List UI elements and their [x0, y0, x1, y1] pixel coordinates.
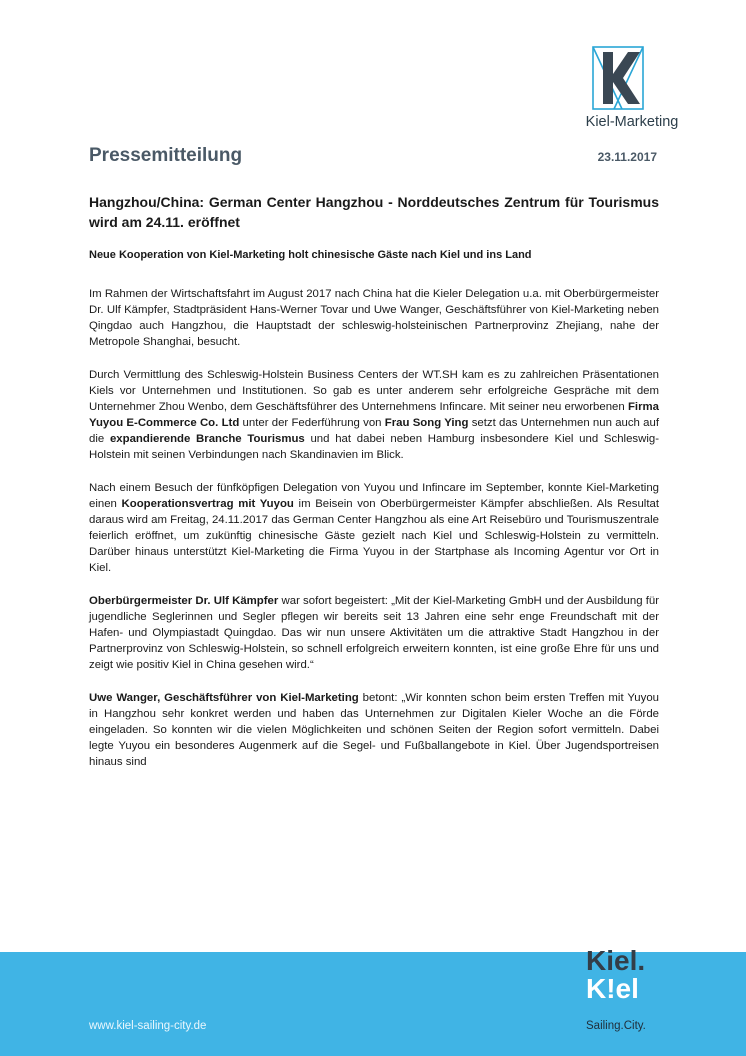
- industry-highlight: expandierende Branche Tourismus: [109, 433, 305, 445]
- footer-website-link[interactable]: www.kiel-sailing-city.de: [89, 1020, 207, 1032]
- logo-word-top: Kiel.: [586, 945, 646, 976]
- paragraph-3: [89, 480, 659, 576]
- headline: Hangzhou/China: German Center Hangzhou - Norddeutsches Zentrum für Tourismus wird am 24.11. eröffnet: [89, 194, 659, 230]
- kiel-marketing-k-icon: [592, 46, 672, 110]
- logo-brand-text: Kiel-Marketing: [585, 114, 679, 130]
- article-body: [89, 286, 659, 787]
- paragraph-4-quote: war sofort begeistert: „Mit der Kiel-Marketing GmbH und der Ausbildung für jugendliche Seglerinnen und Segler pflegen wir bereits seit 13 Jahren eine sehr enge Freundschaft mit der Hafen- und Olympiastadt Quingdao. Das wir nun unsere Aktivitäten um die attraktive Stadt Hangzhou in der Partnerprovinz von Schleswig-Holstein, so schnell erfolgreich erweitern konnten, ist eine große Ehre für uns und zeigt wie positiv Kiel in China gesehen wird.“: [89, 595, 659, 671]
- document-header: [89, 145, 657, 171]
- page-title: Pressemitteilung: [89, 145, 243, 166]
- company-name: Firma Yuyou E-Commerce Co. Ltd: [89, 401, 659, 429]
- paragraph-1: Im Rahmen der Wirtschaftsfahrt im August 2017 nach China hat die Kieler Delegation u.a. mit Oberbürgermeister Dr. Ulf Kämpfer, Stadtpräsident Hans-Werner Tovar und Uwe Wanger, Geschäftsführer von Kiel-Marketing neben Qingdao auch Hangzhou, die Hauptstadt der schleswig-holsteinischen Partnerprovinz Zhejiang, nahe der Metropole Shanghai, besucht.: [89, 288, 659, 348]
- paragraph-4: [89, 593, 659, 673]
- person-name: Frau Song Ying: [384, 417, 469, 429]
- paragraph-2: [89, 367, 659, 463]
- paragraph-2-text-a: Durch Vermittlung des Schleswig-Holstein Business Centers der WT.SH kam es zu zahlreichen Präsentationen Kiels vor Unternehmen und Institutionen. So gab es unter anderem sehr erfolgreiche Gespräche mit dem Unternehmer Zhou Wenbo, dem Geschäftsführer des Unternehmens Infincare. Mit seiner neu erworbenen: [89, 369, 659, 413]
- paragraph-5: [89, 690, 659, 770]
- kiel-marketing-logo: [578, 46, 686, 138]
- paragraph-3-text-c: im Beisein von Oberbürgermeister Kämpfer abschließen. Als Resultat daraus wird am Freitag, 24.11.2017 das German Center Hangzhou als eine Art Reisebüro und Tourismuszentrale feierlich eröffnet, um zukünftig chinesische Gäste gezielt nach Kiel und Schleswig-Holstein zu vermitteln. Darüber hinaus unterstützt Kiel-Marketing die Firma Yuyou in der Startphase als Incoming Agentur vor Ort in Kiel.: [89, 498, 660, 574]
- logo-tagline: Sailing.City.: [586, 1020, 646, 1032]
- contract-highlight: Kooperationsvertrag mit Yuyou: [121, 498, 294, 510]
- release-date: 23.11.2017: [597, 150, 657, 164]
- paragraph-5-quote: betont: „Wir konnten schon beim ersten Treffen mit Yuyou in Hangzhou sehr konkret werden und haben das Unternehmen zur Digitalen Kieler Woche an die Förde eingeladen. So konnten wir die vielen Möglichkeiten und schönen Seiten der Region sofort vermitteln. Dabei legte Yuyou ein besonderes Augenmerk auf die Segel- und Fußballangebote in Kiel. Über Jugendsportreisen hinaus sind: [89, 692, 659, 768]
- kiel-sailing-city-logo: [582, 946, 674, 1036]
- ceo-name: Uwe Wanger, Geschäftsführer von Kiel-Marketing: [89, 692, 359, 704]
- paragraph-2-text-d: setzt das Unternehmen nun auch auf die: [89, 417, 659, 445]
- mayor-name: Oberbürgermeister Dr. Ulf Kämpfer: [89, 595, 279, 607]
- paragraph-3-text-a: Nach einem Besuch der fünfköpfigen Delegation von Yuyou und Infincare im September, konnte Kiel-Marketing einen: [89, 482, 659, 510]
- logo-word-bottom: K!el: [586, 973, 639, 1004]
- paragraph-2-text-e: und hat dabei neben Hamburg insbesondere Kiel und Schleswig-Holstein mit seinen Verbindungen nach Skandinavien im Blick.: [89, 433, 659, 461]
- subheadline: Neue Kooperation von Kiel-Marketing holt chinesische Gäste nach Kiel und ins Land: [89, 249, 532, 261]
- paragraph-2-text-c: unter der Federführung von: [239, 417, 385, 429]
